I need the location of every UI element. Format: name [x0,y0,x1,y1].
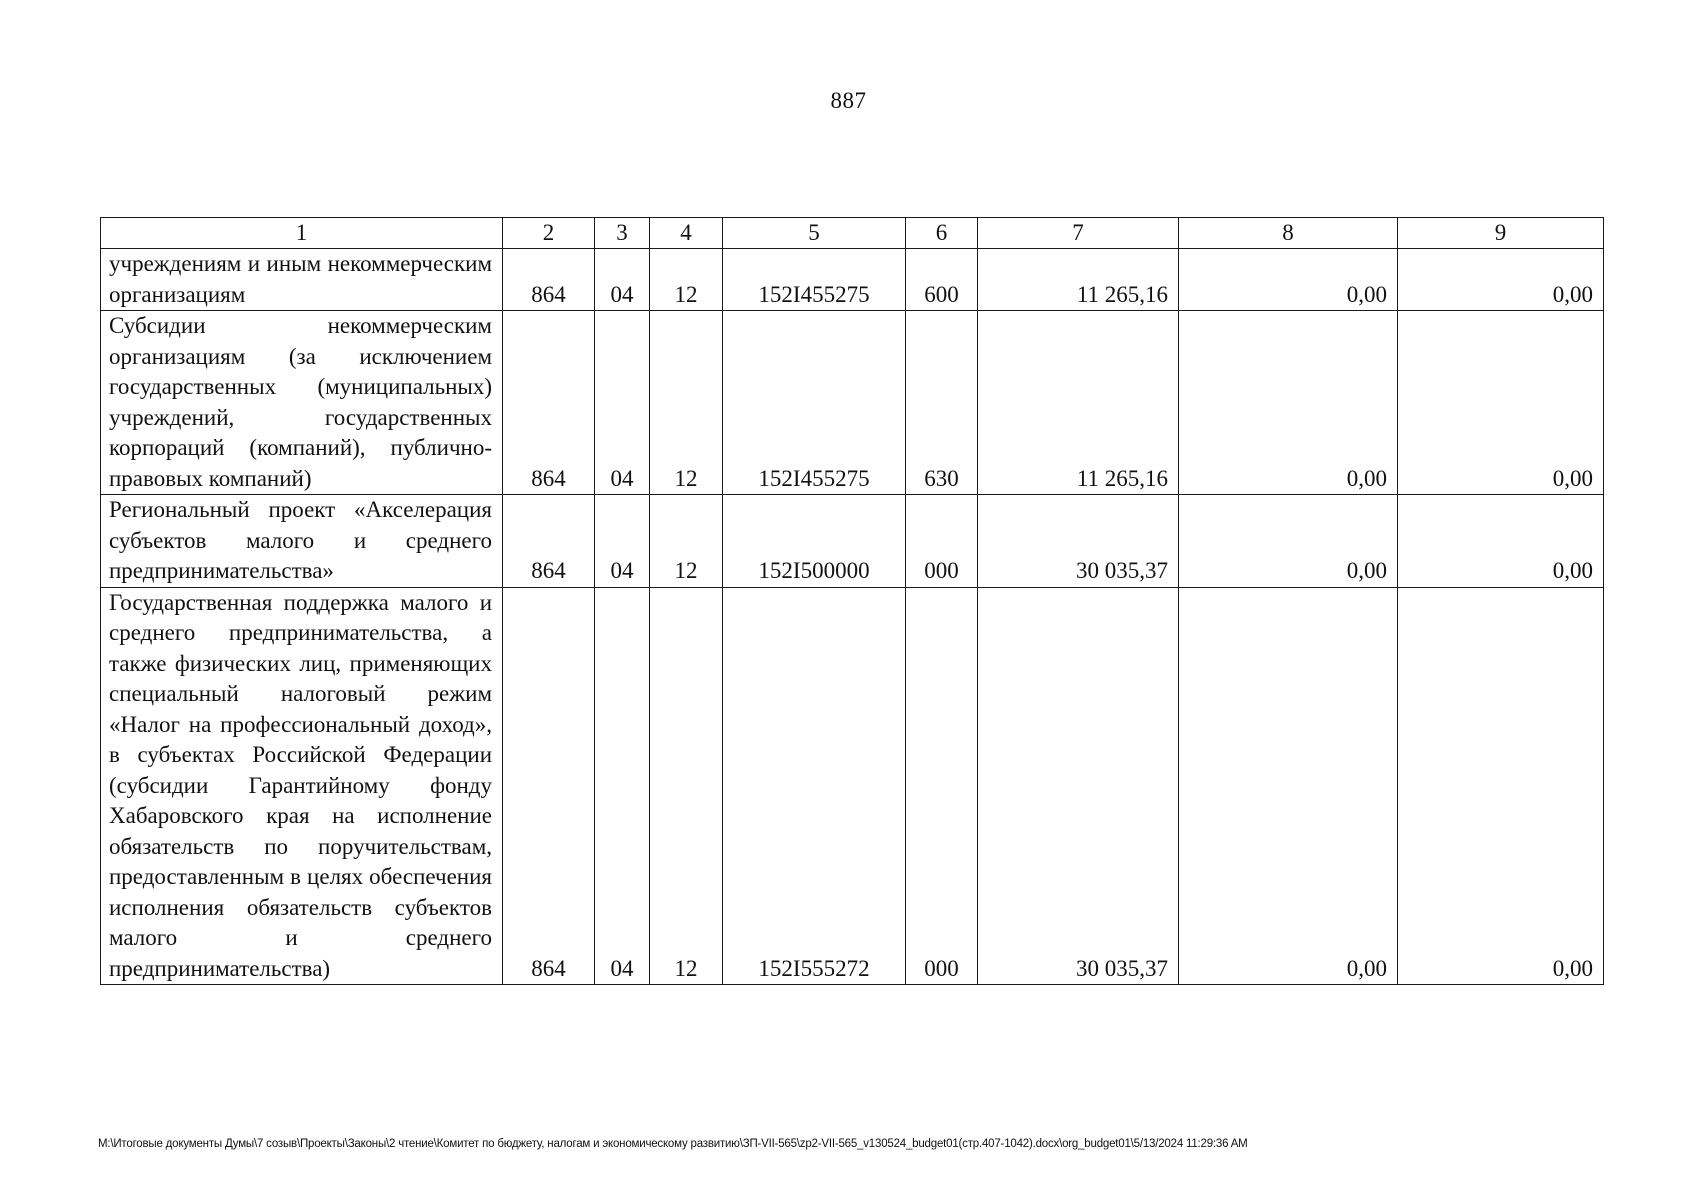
column-header: 9 [1398,218,1604,249]
cell-ministry-code: 864 [503,311,595,495]
cell-amount-col9: 0,00 [1398,249,1604,311]
column-header: 2 [503,218,595,249]
cell-section: 04 [595,495,650,588]
cell-target-article: 152I455275 [723,311,906,495]
row-name: учреждениям и иным некоммерческим организациям [101,249,503,311]
cell-amount-col7: 11 265,16 [978,249,1179,311]
budget-table [100,217,1604,985]
cell-subsection: 12 [650,249,723,311]
cell-amount-col9: 0,00 [1398,311,1604,495]
column-header: 4 [650,218,723,249]
row-name: Государственная поддержка малого и среднего предпринимательства, а также физических лиц, применяющих специальный налоговый режим «Налог на профессиональный доход», в субъектах Российской Федерации (субсидии Гарантийному фонду Хабаровского края на исполнение обязательств по поручительствам, предоставленным в целях обеспечения исполнения обязательств субъектов малого и среднего предпринимательства) [101,587,503,985]
cell-ministry-code: 864 [503,587,595,985]
cell-amount-col9: 0,00 [1398,587,1604,985]
table-row [101,587,1604,985]
table-row [101,311,1604,495]
cell-expense-type: 000 [906,587,978,985]
cell-amount-col7: 30 035,37 [978,587,1179,985]
cell-ministry-code: 864 [503,495,595,588]
cell-ministry-code: 864 [503,249,595,311]
cell-target-article: 152I455275 [723,249,906,311]
cell-expense-type: 600 [906,249,978,311]
cell-expense-type: 630 [906,311,978,495]
cell-target-article: 152I500000 [723,495,906,588]
cell-subsection: 12 [650,311,723,495]
cell-target-article: 152I555272 [723,587,906,985]
column-header: 3 [595,218,650,249]
row-name: Субсидии некоммерческим организациям (за исключением государственных (муниципальных) учреждений, государственных корпораций (компаний), публично-правовых компаний) [101,311,503,495]
cell-section: 04 [595,311,650,495]
cell-amount-col7: 11 265,16 [978,311,1179,495]
cell-expense-type: 000 [906,495,978,588]
cell-amount-col9: 0,00 [1398,495,1604,588]
page-number: 887 [830,88,867,113]
footer-file-path: M:\Итоговые документы Думы\7 созыв\Проекты\Законы\2 чтение\Комитет по бюджету, налогам и экономическому развитию\ЗП-VII-565\zp2-VII-565_v130524_budget01(стр.407-1042).docx\org_budget01\5/13/2024 11:29:36 AM [98,1138,1248,1150]
column-header: 7 [978,218,1179,249]
cell-amount-col8: 0,00 [1179,495,1398,588]
column-header: 8 [1179,218,1398,249]
cell-amount-col7: 30 035,37 [978,495,1179,588]
cell-subsection: 12 [650,587,723,985]
table-row [101,249,1604,311]
row-name: Региональный проект «Акселерация субъектов малого и среднего предпринимательства» [101,495,503,588]
table-header-row [101,218,1604,249]
cell-section: 04 [595,587,650,985]
column-header: 5 [723,218,906,249]
cell-section: 04 [595,249,650,311]
cell-amount-col8: 0,00 [1179,311,1398,495]
column-header: 6 [906,218,978,249]
column-header: 1 [101,218,503,249]
table-row [101,495,1604,588]
cell-amount-col8: 0,00 [1179,249,1398,311]
cell-subsection: 12 [650,495,723,588]
cell-amount-col8: 0,00 [1179,587,1398,985]
